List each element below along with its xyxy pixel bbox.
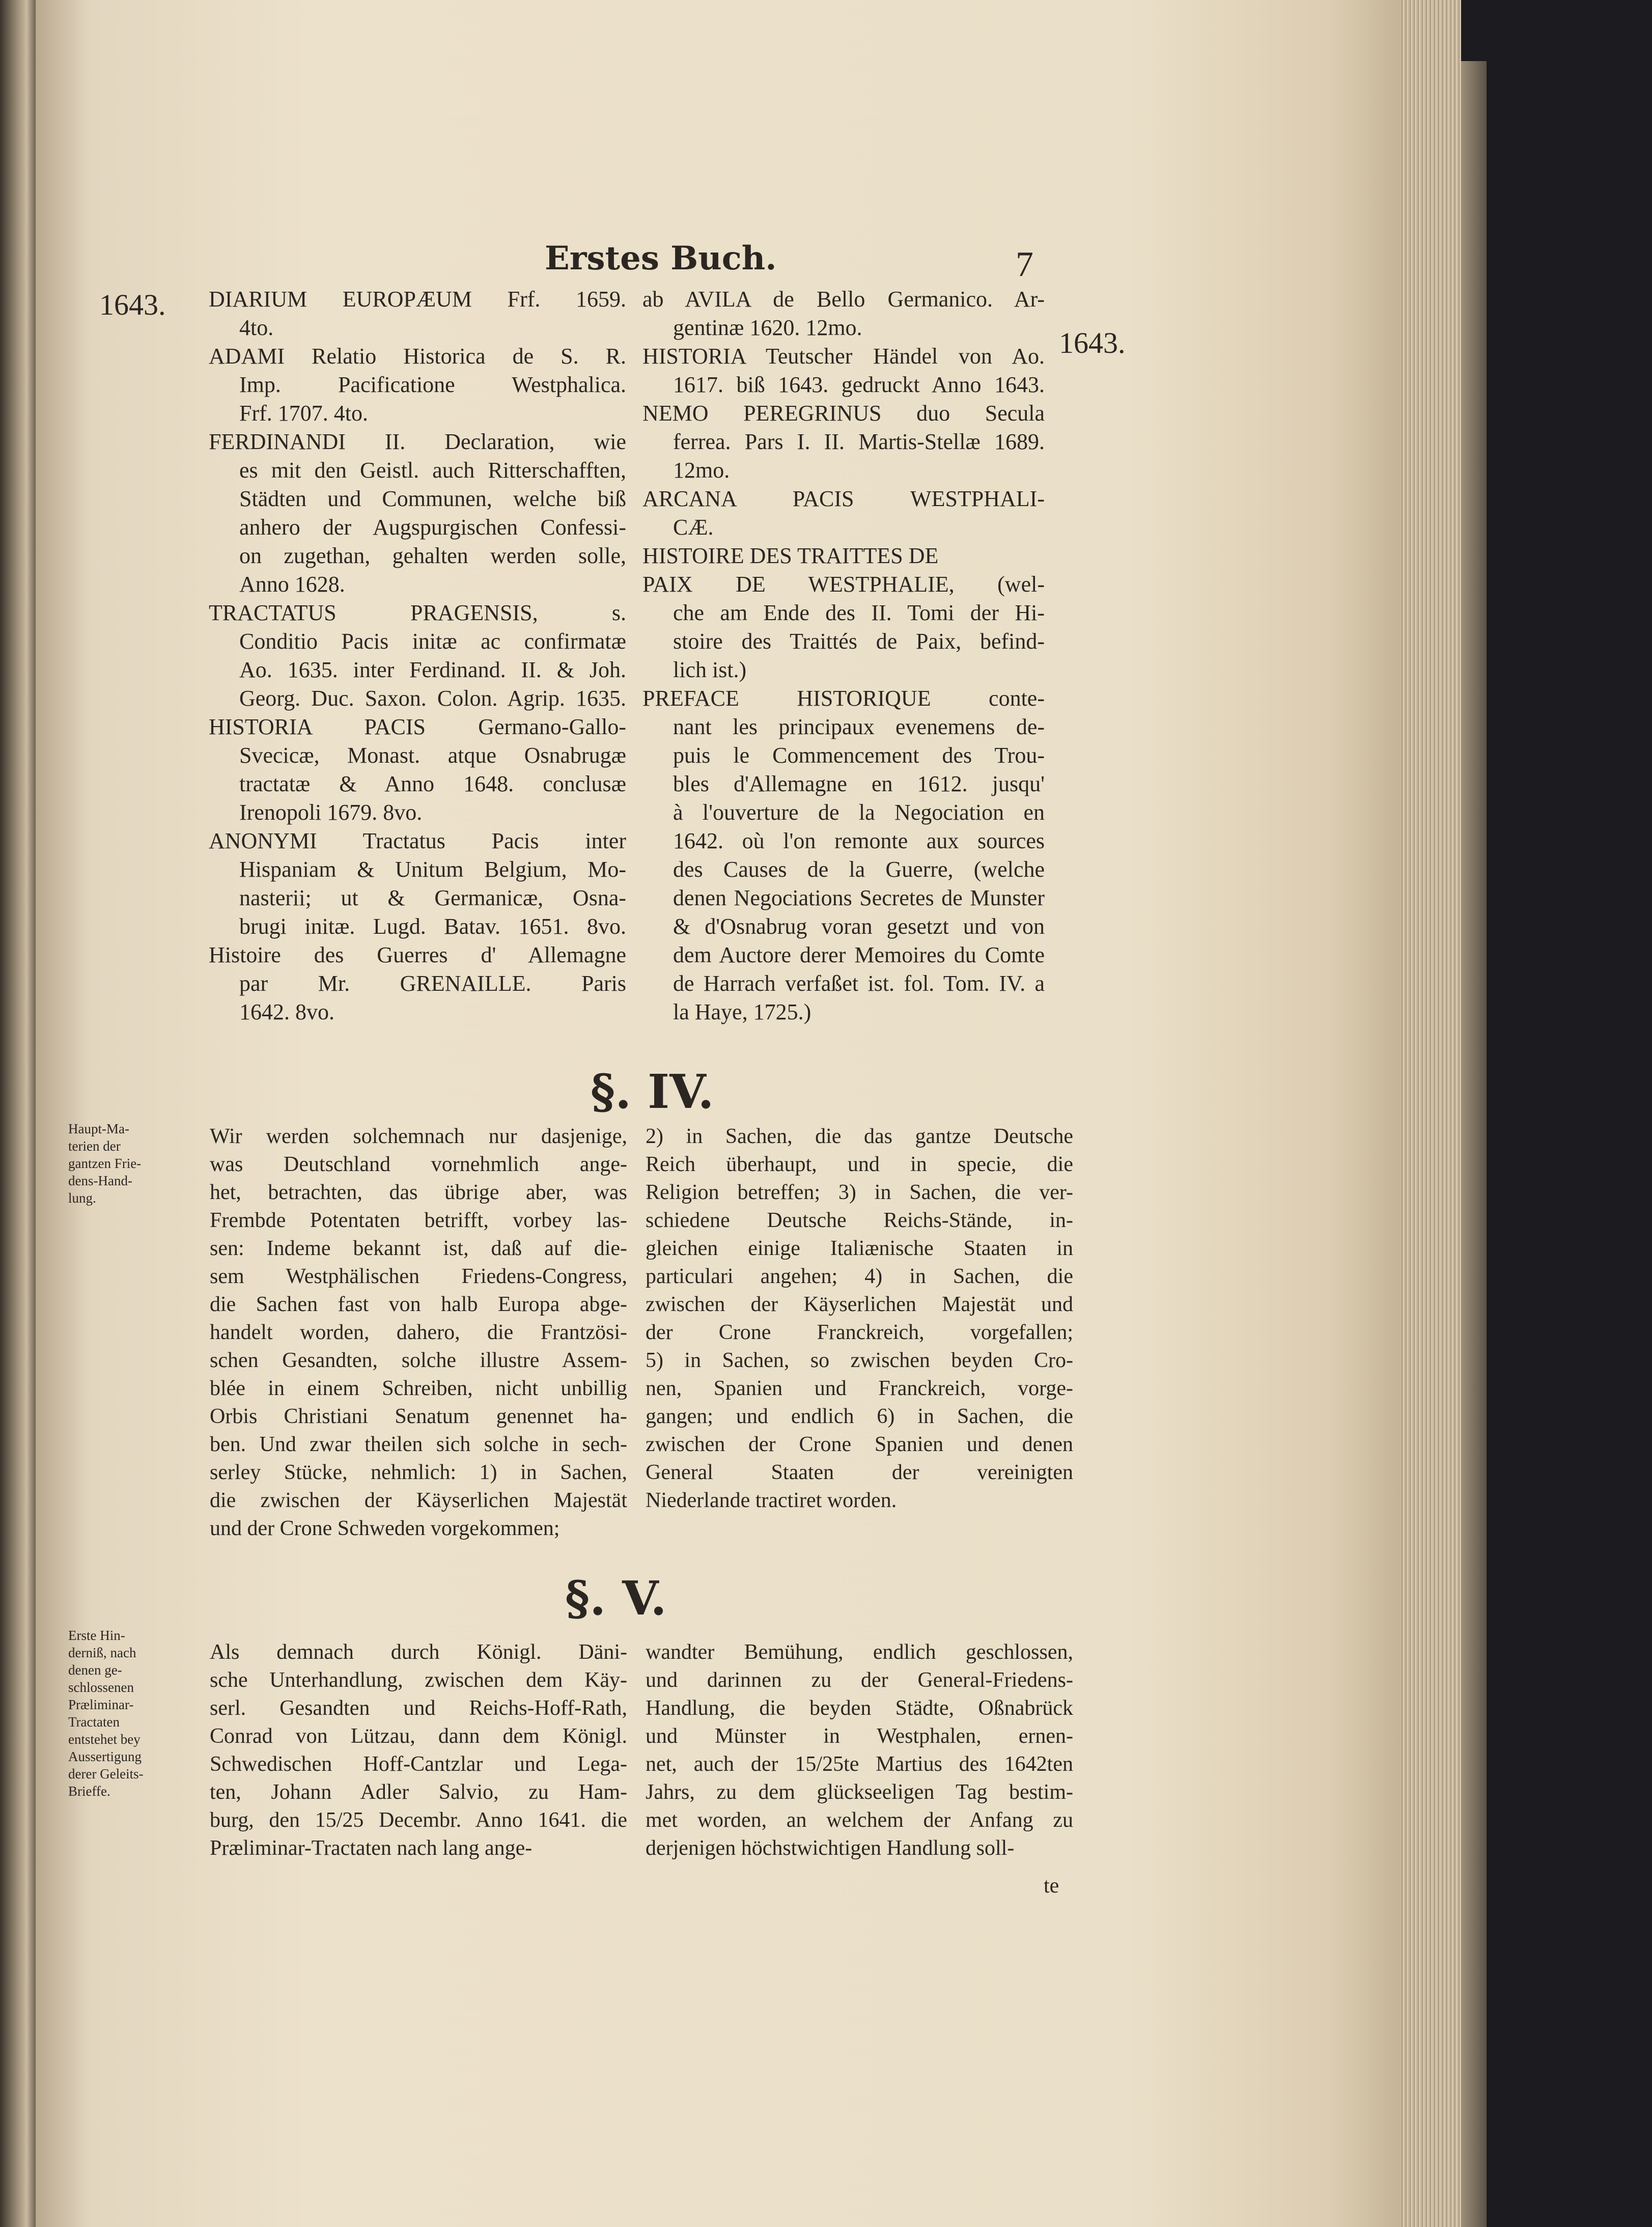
text-line: lich ist.) xyxy=(673,657,747,682)
text-line: ab AVILA de Bello Germanico. Ar- xyxy=(642,287,1045,312)
text-line: 5) in Sachen, so zwischen beyden Cro- xyxy=(646,1349,1073,1372)
text-line: Niederlande tractiret worden. xyxy=(646,1489,897,1512)
text-line: ten, Johann Adler Salvio, zu Ham- xyxy=(210,1780,627,1804)
text-line: par Mr. GRENAILLE. Paris xyxy=(239,971,626,996)
text-line: schen Gesandten, solche illustre Assem- xyxy=(210,1349,627,1372)
text-line: CÆ. xyxy=(673,515,714,540)
text-line: derer Geleits- xyxy=(68,1766,144,1781)
section-heading-v: §. V. xyxy=(565,1571,667,1626)
text-line: Jahrs, zu dem glückseeligen Tag bestim- xyxy=(646,1780,1073,1804)
text-line: dens-Hand- xyxy=(68,1173,132,1188)
text-line: gantzen Frie- xyxy=(68,1156,142,1171)
text-line: entstehet bey xyxy=(68,1732,141,1747)
text-line: der Crone Franckreich, vorgefallen; xyxy=(646,1321,1073,1344)
text-line: particulari angehen; 4) in Sachen, die xyxy=(646,1265,1073,1288)
text-line: dem Auctore derer Memoires du Comte xyxy=(673,942,1045,967)
text-line: lung. xyxy=(68,1190,96,1206)
text-line: gangen; und endlich 6) in Sachen, die xyxy=(646,1405,1073,1428)
text-line: 2) in Sachen, die das gantze Deutsche xyxy=(646,1125,1073,1148)
text-line: Religion betreffen; 3) in Sachen, die ver- xyxy=(646,1181,1073,1204)
text-line: des Causes de la Guerre, (welche xyxy=(673,857,1045,882)
text-line: Tractaten xyxy=(68,1714,120,1730)
text-line: sen: Indeme bekannt ist, daß auf die- xyxy=(210,1237,627,1260)
text-line: Irenopoli 1679. 8vo. xyxy=(239,800,423,825)
text-line: Schwedischen Hoff-Cantzlar und Lega- xyxy=(210,1752,627,1776)
text-line: brugi initæ. Lugd. Batav. 1651. 8vo. xyxy=(239,914,626,939)
text-line: Svecicæ, Monast. atque Osnabrugæ xyxy=(239,743,626,768)
text-line: NEMO PEREGRINUS duo Secula xyxy=(642,401,1045,426)
text-line: Handlung, die beyden Städte, Oßnabrück xyxy=(646,1696,1073,1720)
section-v-right-column xyxy=(646,1638,1073,1862)
text-line: und Münster in Westphalen, ernen- xyxy=(646,1724,1073,1748)
text-line: zwischen der Käyserlichen Majestät und xyxy=(646,1293,1073,1316)
page-stack-edge xyxy=(1400,0,1461,2227)
text-line: ben. Und zwar theilen sich solche in sech- xyxy=(210,1433,627,1456)
text-line: handelt worden, dahero, die Frantzösi- xyxy=(210,1321,627,1344)
text-line: che am Ende des II. Tomi der Hi- xyxy=(673,600,1045,625)
book-cover-edge xyxy=(1461,61,1487,2227)
text-line: ARCANA PACIS WESTPHALI- xyxy=(642,486,1045,511)
text-line: Georg. Duc. Saxon. Colon. Agrip. 1635. xyxy=(239,686,626,711)
text-line: stoire des Traittés de Paix, befind- xyxy=(673,629,1045,654)
text-line: zwischen der Crone Spanien und denen xyxy=(646,1433,1073,1456)
text-line: Anno 1628. xyxy=(239,572,345,597)
margin-note-v xyxy=(68,1627,201,1800)
text-line: het, betrachten, das übrige aber, was xyxy=(210,1181,627,1204)
text-line: und darinnen zu der General-Friedens- xyxy=(646,1668,1073,1692)
text-line: 1617. biß 1643. gedruckt Anno 1643. xyxy=(673,372,1045,397)
text-line: und der Crone Schweden vorgekommen; xyxy=(210,1517,560,1540)
section-iv-left-column xyxy=(210,1123,627,1543)
section-v-left-column xyxy=(210,1638,627,1862)
text-line: HISTOIRE DES TRAITTES DE xyxy=(642,543,939,568)
text-line: Haupt-Ma- xyxy=(68,1121,129,1136)
text-line: Orbis Christiani Senatum genennet ha- xyxy=(210,1405,627,1428)
text-line: 12mo. xyxy=(673,458,730,483)
text-line: serl. Gesandten und Reichs-Hoff-Rath, xyxy=(210,1696,627,1720)
text-line: tractatæ & Anno 1648. conclusæ xyxy=(239,771,626,796)
text-line: blée in einem Schreiben, nicht unbillig xyxy=(210,1377,627,1400)
text-line: burg, den 15/25 Decembr. Anno 1641. die xyxy=(210,1808,627,1832)
text-line: wandter Bemühung, endlich geschlossen, xyxy=(646,1640,1073,1664)
text-line: anhero der Augspurgischen Confessi- xyxy=(239,515,626,540)
text-line: Frf. 1707. 4to. xyxy=(239,401,368,426)
text-line: la Haye, 1725.) xyxy=(673,999,811,1024)
text-line: denen Negociations Secretes de Munster xyxy=(673,885,1045,910)
text-line: met worden, an welchem der Anfang zu xyxy=(646,1808,1073,1832)
margin-note-iv xyxy=(68,1120,201,1207)
text-line: Præliminar-Tractaten nach lang ange- xyxy=(210,1836,533,1860)
text-line: Histoire des Guerres d' Allemagne xyxy=(209,942,626,967)
text-line: HISTORIA PACIS Germano-Gallo- xyxy=(209,714,626,739)
text-line: Imp. Pacificatione Westphalica. xyxy=(239,372,626,397)
text-line: nant les principaux evenemens de- xyxy=(673,714,1045,739)
text-line: ferrea. Pars I. II. Martis-Stellæ 1689. xyxy=(673,429,1045,454)
catchword: te xyxy=(1044,1874,1059,1898)
text-line: schiedene Deutsche Reichs-Stände, in- xyxy=(646,1209,1073,1232)
text-line: die Sachen fast von halb Europa abge- xyxy=(210,1293,627,1316)
text-line: Ao. 1635. inter Ferdinand. II. & Joh. xyxy=(239,657,626,682)
text-line: derjenigen höchstwichtigen Handlung soll- xyxy=(646,1836,1015,1860)
year-margin-right: 1643. xyxy=(1059,326,1126,359)
text-line: DIARIUM EUROPÆUM Frf. 1659. xyxy=(209,287,626,312)
text-line: Conrad von Lützau, dann dem Königl. xyxy=(210,1724,627,1748)
text-line: sem Westphälischen Friedens-Congress, xyxy=(210,1265,627,1288)
text-line: derniß, nach xyxy=(68,1645,136,1660)
bibliography-left-column xyxy=(209,285,626,1026)
left-page-edge xyxy=(0,0,36,2227)
text-line: Erste Hin- xyxy=(68,1628,125,1643)
text-line: ANONYMI Tractatus Pacis inter xyxy=(209,828,626,853)
text-line: Aussertigung xyxy=(68,1749,142,1764)
text-line: 4to. xyxy=(239,315,274,340)
text-line: General Staaten der vereinigten xyxy=(646,1461,1073,1484)
text-line: sche Unterhandlung, zwischen dem Käy- xyxy=(210,1668,627,1692)
text-line: TRACTATUS PRAGENSIS, s. xyxy=(209,600,626,625)
text-line: terien der xyxy=(68,1138,121,1154)
text-line: à l'ouverture de la Negociation en xyxy=(673,800,1045,825)
text-line: net, auch der 15/25te Martius des 1642ten xyxy=(646,1752,1073,1776)
text-line: Præliminar- xyxy=(68,1697,134,1712)
text-line: bles d'Allemagne en 1612. jusqu' xyxy=(673,771,1045,796)
text-line: PREFACE HISTORIQUE conte- xyxy=(642,686,1045,711)
text-line: 1642. où l'on remonte aux sources xyxy=(673,828,1045,853)
bibliography-right-column xyxy=(642,285,1045,1026)
page-number: 7 xyxy=(1016,245,1033,284)
section-heading-iv: §. IV. xyxy=(591,1064,714,1119)
text-line: 1642. 8vo. xyxy=(239,999,334,1024)
text-line: puis le Commencement des Trou- xyxy=(673,743,1045,768)
text-line: nasterii; ut & Germanicæ, Osna- xyxy=(239,885,626,910)
text-line: & d'Osnabrug voran gesetzt und von xyxy=(673,914,1045,939)
text-line: es mit den Geistl. auch Ritterschafften, xyxy=(239,458,626,483)
text-line: schlossenen xyxy=(68,1680,134,1695)
text-line: HISTORIA Teutscher Händel von Ao. xyxy=(642,344,1045,369)
text-line: gentinæ 1620. 12mo. xyxy=(673,315,862,340)
text-line: ADAMI Relatio Historica de S. R. xyxy=(209,344,626,369)
running-header: Erstes Buch. xyxy=(545,239,777,277)
year-margin-left: 1643. xyxy=(99,288,166,321)
text-line: die zwischen der Käyserlichen Majestät xyxy=(210,1489,627,1512)
text-line: gleichen einige Italiænische Staaten in xyxy=(646,1237,1073,1260)
text-line: Als demnach durch Königl. Däni- xyxy=(210,1640,627,1664)
text-line: Conditio Pacis initæ ac confirmatæ xyxy=(239,629,626,654)
text-line: serley Stücke, nehmlich: 1) in Sachen, xyxy=(210,1461,627,1484)
section-iv-right-column xyxy=(646,1123,1073,1515)
text-line: on zugethan, gehalten werden solle, xyxy=(239,543,626,568)
text-line: de Harrach verfaßet ist. fol. Tom. IV. a xyxy=(673,971,1045,996)
text-line: was Deutschland vornehmlich ange- xyxy=(210,1153,627,1176)
text-line: Frembde Potentaten betrifft, vorbey las- xyxy=(210,1209,627,1232)
text-line: denen ge- xyxy=(68,1662,122,1678)
text-line: nen, Spanien und Franckreich, vorge- xyxy=(646,1377,1073,1400)
text-line: Wir werden solchemnach nur dasjenige, xyxy=(210,1125,627,1148)
text-line: Reich überhaupt, und in specie, die xyxy=(646,1153,1073,1176)
text-line: Hispaniam & Unitum Belgium, Mo- xyxy=(239,857,626,882)
text-line: Städten und Communen, welche biß xyxy=(239,486,626,511)
text-line: FERDINANDI II. Declaration, wie xyxy=(209,429,626,454)
text-line: PAIX DE WESTPHALIE, (wel- xyxy=(642,572,1045,597)
text-line: Brieffe. xyxy=(68,1784,110,1799)
